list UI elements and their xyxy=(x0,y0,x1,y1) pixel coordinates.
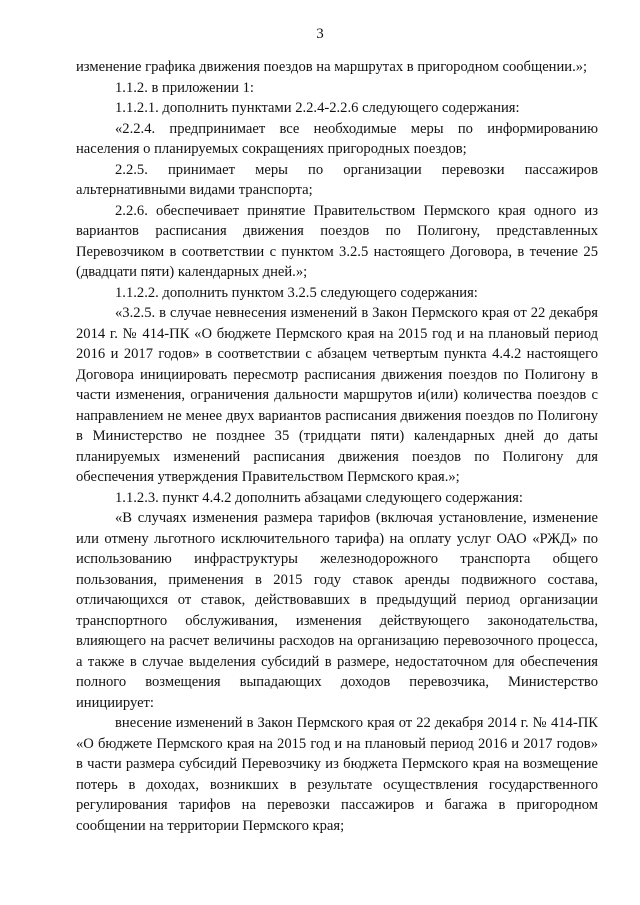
paragraph: 1.1.2. в приложении 1: xyxy=(115,79,254,96)
paragraph: 2.2.6. обеспечивает принятие Правительством Пермского края одного из вариантов расписания движения поездов по Полигону, представленных Перевозчиком в соответствии с пунктом 3.2.5 настоящего Договора, в течение 25 (двадцати пяти) календарных дней.»; xyxy=(76,202,598,280)
paragraph: 1.1.2.1. дополнить пунктами 2.2.4-2.2.6 следующего содержания: xyxy=(115,100,520,116)
paragraph: 1.1.2.3. пункт 4.4.2 дополнить абзацами следующего содержания: xyxy=(115,489,523,506)
paragraph: изменение графика движения поездов на маршрутах в пригородном сообщении.»; xyxy=(76,59,588,75)
paragraph: «В случаях изменения размера тарифов (включая установление, изменение или отмену льготного исключительного тарифа) на оплату услуг ОАО «РЖД» по использованию инфраструктуры железнодорожного транспорта общего пользования, применения в 2015 году ставок аренды подвижного состава, отличающихся от ставок, действовавших в предыдущий период организации транспортного обслуживания, изменения действующего законодательства, влияющего на расчет величины расходов на организацию перевозочного процесса, а также в случае выделения субсидий в размере, недостаточном для обеспечения полного возмещения выпадающих доходов перевозчика, Министерство инициирует: xyxy=(76,510,598,711)
page-number: 3 xyxy=(316,26,324,42)
paragraph: внесение изменений в Закон Пермского края от 22 декабря 2014 г. № 414-ПК «О бюджете Пермского края на 2015 год и на плановый период 2016 и 2017 годов» в части размера субсидий Перевозчику из бюджета Пермского края на возмещение потерь в доходах, возникших в результате осуществления государственного регулирования тарифов на перевозки пассажиров и багажа в пригородном сообщении на территории Пермского края; xyxy=(76,715,598,834)
document-body xyxy=(76,57,598,836)
paragraph: «3.2.5. в случае невнесения изменений в Закон Пермского края от 22 декабря 2014 г. № 414-ПК «О бюджете Пермского края на 2015 год и на плановый период 2016 и 2017 годов» в соответствии с абзацем четвертым пункта 4.4.2 настоящего Договора инициировать пересмотр расписания движения поездов по Полигону в части изменения, ограничения дальности маршрутов и(или) количества поездов с направлением не менее двух вариантов расписания движения поездов по Полигону в Министерство не позднее 35 (тридцати пяти) календарных дней до даты планируемых изменений расписания движения поездов по Полигону для обеспечения утверждения Правительством Пермского края.»; xyxy=(76,305,598,485)
paragraph: 2.2.5. принимает меры по организации перевозки пассажиров альтернативными видами транспорта; xyxy=(76,161,598,198)
paragraph: «2.2.4. предпринимает все необходимые меры по информированию населения о планируемых сокращениях пригородных поездов; xyxy=(76,120,598,157)
paragraph: 1.1.2.2. дополнить пунктом 3.2.5 следующего содержания: xyxy=(115,284,478,301)
